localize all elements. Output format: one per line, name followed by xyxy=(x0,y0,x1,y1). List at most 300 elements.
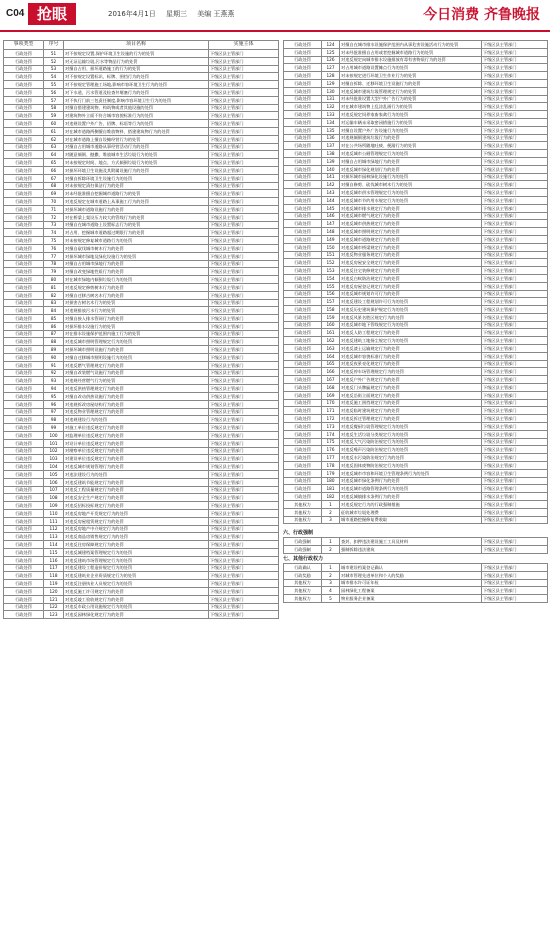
row-index: 136 xyxy=(322,134,340,142)
table-row xyxy=(4,307,279,315)
row-item: 对违反城市供水管理规定行为的处罚 xyxy=(340,189,482,197)
row-type: 行政处罚 xyxy=(284,267,322,275)
table-row xyxy=(284,587,548,595)
row-item: 对损害古树名木行为的处罚 xyxy=(64,299,209,307)
row-body: 下级区县主管部门 xyxy=(209,57,279,65)
row-body: 下级区县主管部门 xyxy=(209,166,279,174)
row-item: 对擅自改变绿地性质行为的处罚 xyxy=(64,268,209,276)
row-index: 130 xyxy=(322,87,340,95)
row-type: 行政处罚 xyxy=(4,385,44,393)
row-body: 下级区县主管部门 xyxy=(482,173,548,181)
row-item: 对违反渣土运输规定行为的处罚 xyxy=(340,345,482,353)
row-item: 对违反建筑业企业资质规定行为的处罚 xyxy=(64,572,209,580)
row-item: 对违反城市桥梁规定行为的处罚 xyxy=(340,243,482,251)
row-body: 下级区县主管部门 xyxy=(482,79,548,87)
row-item: 对损坏环境卫生设施及其附属设施行为的处罚 xyxy=(64,166,209,174)
table-row xyxy=(4,57,279,65)
table-row xyxy=(4,361,279,369)
table-row xyxy=(4,587,279,595)
row-item: 对违反城市供热规定行为的处罚 xyxy=(340,220,482,228)
row-index: 151 xyxy=(322,251,340,259)
row-item: 对损坏排水设施行为的处罚 xyxy=(64,322,209,330)
row-type: 行政强制 xyxy=(284,538,322,546)
row-type: 行政处罚 xyxy=(284,446,322,454)
row-item: 对不按规定设置,保护环境卫生设施的行为的处罚 xyxy=(64,50,209,58)
row-index: 176 xyxy=(322,446,340,454)
row-index: 109 xyxy=(44,502,64,510)
table-row xyxy=(284,251,548,259)
row-body: 下级区县主管部门 xyxy=(482,126,548,134)
row-body: 下级区县主管部门 xyxy=(482,87,548,95)
row-item: 强制拆除违法建筑 xyxy=(340,546,482,554)
table-row xyxy=(284,41,548,49)
row-item: 对违反规定修剪树木行为的处罚 xyxy=(64,283,209,291)
row-index: 53 xyxy=(44,65,64,73)
row-type: 行政处罚 xyxy=(4,338,44,346)
row-item: 对违反住房保障规定行为的处罚 xyxy=(64,541,209,549)
row-index: 141 xyxy=(322,173,340,181)
row-type: 行政处罚 xyxy=(4,96,44,104)
row-index: 139 xyxy=(322,157,340,165)
row-index: 123 xyxy=(44,611,64,619)
row-body: 下级区县主管部门 xyxy=(209,400,279,408)
row-index: 122 xyxy=(44,603,64,611)
right-table-body xyxy=(284,41,548,524)
row-body: 下级区县主管部门 xyxy=(482,516,548,524)
row-type: 行政处罚 xyxy=(4,595,44,603)
row-body: 下级区县主管部门 xyxy=(482,595,548,603)
table-row xyxy=(284,454,548,462)
row-item: 对违反水污染防治规定行为的处罚 xyxy=(340,454,482,462)
row-body: 下级区县主管部门 xyxy=(209,385,279,393)
row-item: 对违反竣工验收规定行为的处罚 xyxy=(64,595,209,603)
row-type: 行政处罚 xyxy=(4,315,44,323)
table-row xyxy=(284,243,548,251)
row-body: 下级区县主管部门 xyxy=(482,579,548,587)
row-body: 下级区县主管部门 xyxy=(482,282,548,290)
row-type: 行政处罚 xyxy=(4,57,44,65)
row-index: 143 xyxy=(322,189,340,197)
row-type: 行政处罚 xyxy=(284,243,322,251)
row-item: 对违反城市道路规定行为的处罚 xyxy=(340,235,482,243)
row-type: 行政处罚 xyxy=(4,354,44,362)
row-type: 行政处罚 xyxy=(4,120,44,128)
table-row xyxy=(284,165,548,173)
row-type: 行政处罚 xyxy=(4,400,44,408)
row-item: 对违反固体废物防治规定行为的处罚 xyxy=(340,462,482,470)
row-item: 对违反建设工程造价规定行为的处罚 xyxy=(64,564,209,572)
row-body: 下级区县主管部门 xyxy=(209,330,279,338)
row-index: 2 xyxy=(322,546,340,554)
row-type: 行政处罚 xyxy=(284,64,322,72)
row-body: 下级区县主管部门 xyxy=(209,174,279,182)
row-index: 90 xyxy=(44,354,64,362)
row-item: 对违反园林绿化规定行为的处罚 xyxy=(64,611,209,619)
row-item: 对擅自修剪、砍伐城市树木行为的处罚 xyxy=(340,181,482,189)
row-index: 180 xyxy=(322,477,340,485)
row-index: 2 xyxy=(322,508,340,516)
row-item: 对违反房屋租赁规定行为的处罚 xyxy=(64,517,209,525)
row-index: 92 xyxy=(44,369,64,377)
table-row xyxy=(4,486,279,494)
col-header-body: 实施主体 xyxy=(209,41,279,50)
row-item: 对违反建筑节能规定行为的处罚 xyxy=(64,478,209,486)
row-type: 行政处罚 xyxy=(4,580,44,588)
table-row xyxy=(284,399,548,407)
row-type: 行政处罚 xyxy=(4,361,44,369)
row-body: 下级区县主管部门 xyxy=(482,196,548,204)
table-row xyxy=(284,384,548,392)
row-index: 64 xyxy=(44,151,64,159)
table-row xyxy=(284,477,548,485)
row-type: 行政处罚 xyxy=(4,237,44,245)
row-index: 57 xyxy=(44,96,64,104)
table-row xyxy=(4,174,279,182)
row-body: 下级区县主管部门 xyxy=(209,393,279,401)
row-body: 下级区县主管部门 xyxy=(482,95,548,103)
table-row xyxy=(284,64,548,72)
row-type: 其他权力 xyxy=(284,501,322,509)
row-index: 145 xyxy=(322,204,340,212)
row-index: 127 xyxy=(322,64,340,72)
row-index: 152 xyxy=(322,259,340,267)
row-body: 下级区县主管部门 xyxy=(209,556,279,564)
row-item: 对违反城市地下管线规定行为的处罚 xyxy=(340,321,482,329)
row-type: 行政处罚 xyxy=(4,260,44,268)
table-row xyxy=(284,345,548,353)
row-item: 对违法建设行为的处罚 xyxy=(64,471,209,479)
row-type: 行政处罚 xyxy=(284,329,322,337)
table-row xyxy=(4,291,279,299)
table-row xyxy=(284,446,548,454)
row-item: 对不执行门前三包责任制度,影响市容环境卫生行为的处罚 xyxy=(64,96,209,104)
row-body: 下级区县主管部门 xyxy=(482,564,548,572)
row-body: 下级区县主管部门 xyxy=(482,118,548,126)
page-header xyxy=(0,0,550,32)
table-row xyxy=(4,166,279,174)
row-item: 对违反规定饲养家畜家禽行为的处罚 xyxy=(340,111,482,119)
row-item: 对违反建筑市场管理规定行为的处罚 xyxy=(64,556,209,564)
row-index: 140 xyxy=(322,165,340,173)
row-item: 对在城市建筑物上乱涂乱画行为的处罚 xyxy=(340,103,482,111)
row-type: 行政处罚 xyxy=(4,213,44,221)
row-index: 182 xyxy=(322,493,340,501)
row-item: 对违反物业服务规定行为的处罚 xyxy=(340,251,482,259)
row-item: 对违反城市建筑垃圾管理规定行为的处罚 xyxy=(340,87,482,95)
row-index: 116 xyxy=(44,556,64,564)
table-row xyxy=(4,268,279,276)
row-item: 对违反规定在城市道路上从事施工行为的处罚 xyxy=(64,198,209,206)
row-item: 对未经批准擅自占用或者挖掘城市道路行为的处罚 xyxy=(340,48,482,56)
row-item: 对违反城市公厕管理规定行为的处罚 xyxy=(340,150,482,158)
row-body: 下级区县主管部门 xyxy=(209,291,279,299)
table-row xyxy=(4,595,279,603)
row-index: 3 xyxy=(322,516,340,524)
row-item: 对违反物业管理规定行为的处罚 xyxy=(64,408,209,416)
table-row xyxy=(284,430,548,438)
row-body: 下级区县主管部门 xyxy=(482,165,548,173)
table-row xyxy=(4,283,279,291)
row-index: 129 xyxy=(322,79,340,87)
row-type: 行政处罚 xyxy=(4,572,44,580)
table-row xyxy=(4,221,279,229)
row-body: 下级区县主管部门 xyxy=(482,267,548,275)
row-type: 行政处罚 xyxy=(4,393,44,401)
table-row xyxy=(284,564,548,572)
row-body: 下级区县主管部门 xyxy=(209,244,279,252)
row-body: 下级区县主管部门 xyxy=(209,572,279,580)
row-item: 对未经批准设置大型户外广告行为的处罚 xyxy=(340,95,482,103)
row-index: 71 xyxy=(44,205,64,213)
row-type: 行政处罚 xyxy=(284,235,322,243)
row-type: 行政处罚 xyxy=(284,313,322,321)
row-index: 87 xyxy=(44,330,64,338)
table-row xyxy=(284,306,548,314)
row-type: 行政处罚 xyxy=(284,345,322,353)
row-item: 对违反燃气管理规定行为的处罚 xyxy=(64,361,209,369)
row-item: 城市道路挖掘修复费收取 xyxy=(340,516,482,524)
table-row xyxy=(4,471,279,479)
table-row xyxy=(4,96,279,104)
row-type: 行政处罚 xyxy=(284,142,322,150)
enforcement-table xyxy=(283,537,548,554)
row-index: 120 xyxy=(44,587,64,595)
row-index: 126 xyxy=(322,56,340,64)
table-row xyxy=(284,391,548,399)
row-item: 对违反房屋安全规定行为的处罚 xyxy=(340,259,482,267)
row-item: 对违反城市照明管理规定行为的处罚 xyxy=(64,338,209,346)
row-index: 174 xyxy=(322,430,340,438)
row-index: 132 xyxy=(322,103,340,111)
row-body: 下级区县主管部门 xyxy=(209,478,279,486)
row-index: 124 xyxy=(322,41,340,49)
row-index: 165 xyxy=(322,360,340,368)
row-body: 下级区县主管部门 xyxy=(209,260,279,268)
row-item: 对违反建设工程规划许可行为的处罚 xyxy=(340,298,482,306)
row-index: 168 xyxy=(322,384,340,392)
row-item: 对违规经营燃气行为的处罚 xyxy=(64,377,209,385)
row-item: 对未按规定修复城市道路行为的处罚 xyxy=(64,237,209,245)
row-body: 下级区县主管部门 xyxy=(209,354,279,362)
row-type: 行政处罚 xyxy=(284,423,322,431)
row-type: 行政处罚 xyxy=(4,502,44,510)
row-index: 144 xyxy=(322,196,340,204)
row-item: 对擅自设置户外广告设施行为的处罚 xyxy=(340,126,482,134)
row-body: 下级区县主管部门 xyxy=(209,221,279,229)
row-type: 行政处罚 xyxy=(284,321,322,329)
row-item: 对勘察单位违反规定行为的处罚 xyxy=(64,447,209,455)
row-type: 行政处罚 xyxy=(284,196,322,204)
row-index: 75 xyxy=(44,237,64,245)
row-body: 下级区县主管部门 xyxy=(209,104,279,112)
row-type: 行政处罚 xyxy=(284,79,322,87)
table-row xyxy=(4,369,279,377)
table-row xyxy=(4,393,279,401)
row-type: 行政处罚 xyxy=(284,337,322,345)
table-row xyxy=(4,385,279,393)
row-type: 行政处罚 xyxy=(284,56,322,64)
row-type: 行政处罚 xyxy=(4,471,44,479)
row-index: 148 xyxy=(322,228,340,236)
row-item: 对占用城市道路设置摊点行为的处罚 xyxy=(340,64,482,72)
row-body: 下级区县主管部门 xyxy=(482,438,548,446)
row-type: 行政处罚 xyxy=(284,454,322,462)
row-index: 169 xyxy=(322,391,340,399)
row-index: 73 xyxy=(44,221,64,229)
newspaper-brand: 今日消费 齐鲁晚报 xyxy=(423,7,540,23)
row-item: 对违规设置户外广告、招牌、标语等行为的处罚 xyxy=(64,120,209,128)
row-item: 对违反停车场管理规定行为的处罚 xyxy=(340,368,482,376)
row-type: 行政处罚 xyxy=(284,282,322,290)
row-item: 对擅自拆除、迁移环境卫生设施行为的处罚 xyxy=(340,79,482,87)
row-index: 65 xyxy=(44,159,64,167)
row-body: 下级区县主管部门 xyxy=(482,72,548,80)
row-type: 行政处罚 xyxy=(284,157,322,165)
row-type: 行政处罚 xyxy=(4,447,44,455)
table-row xyxy=(4,463,279,471)
row-type: 行政处罚 xyxy=(4,174,44,182)
table-row xyxy=(4,525,279,533)
row-body: 下级区县主管部门 xyxy=(482,56,548,64)
row-index: 117 xyxy=(44,564,64,572)
table-row xyxy=(284,126,548,134)
row-item: 对擅自搭建建筑物、构筑物或者其他设施的处罚 xyxy=(64,104,209,112)
row-type: 其他权力 xyxy=(284,587,322,595)
table-row xyxy=(284,571,548,579)
row-item: 对违反沿街立面规定行为的处罚 xyxy=(340,391,482,399)
table-row xyxy=(4,330,279,338)
row-type: 行政处罚 xyxy=(4,143,44,151)
table-row xyxy=(284,150,548,158)
row-item: 对擅自在城市排水设施保护范围内从事危害设施活动行为的处罚 xyxy=(340,41,482,49)
row-item: 对擅自占用城市道路从事经营活动行为的处罚 xyxy=(64,143,209,151)
table-row xyxy=(284,360,548,368)
row-type: 行政处罚 xyxy=(284,72,322,80)
row-body: 下级区县主管部门 xyxy=(482,477,548,485)
row-item: 对建筑物外立面不符合城市容貌标准行为的处罚 xyxy=(64,112,209,120)
row-type: 行政处罚 xyxy=(4,244,44,252)
row-item: 对擅自占用城市绿地行为的处罚 xyxy=(340,157,482,165)
row-index: 82 xyxy=(44,291,64,299)
table-row xyxy=(4,299,279,307)
row-type: 行政处罚 xyxy=(4,268,44,276)
row-index: 107 xyxy=(44,486,64,494)
row-body: 下级区县主管部门 xyxy=(482,508,548,516)
row-type: 其他权力 xyxy=(284,516,322,524)
row-index: 172 xyxy=(322,415,340,423)
page-number: C04 xyxy=(6,8,25,19)
row-type: 行政处罚 xyxy=(4,81,44,89)
table-row xyxy=(284,485,548,493)
table-row xyxy=(284,87,548,95)
row-body: 下级区县主管部门 xyxy=(209,471,279,479)
row-index: 83 xyxy=(44,299,64,307)
row-type: 行政处罚 xyxy=(284,103,322,111)
row-body: 下级区县主管部门 xyxy=(482,501,548,509)
row-index: 59 xyxy=(44,112,64,120)
row-item: 对违反房地产中介规定行为的处罚 xyxy=(64,525,209,533)
table-row xyxy=(4,104,279,112)
table-row xyxy=(4,112,279,120)
row-body: 下级区县主管部门 xyxy=(209,502,279,510)
row-type: 行政处罚 xyxy=(4,377,44,385)
row-body: 下级区县主管部门 xyxy=(209,463,279,471)
row-body: 下级区县主管部门 xyxy=(209,252,279,260)
row-type: 行政奖励 xyxy=(284,571,322,579)
row-item: 对违反白蚁防治规定行为的处罚 xyxy=(340,274,482,282)
row-body: 下级区县主管部门 xyxy=(209,564,279,572)
table-row xyxy=(4,572,279,580)
table-row xyxy=(4,502,279,510)
row-type: 行政处罚 xyxy=(4,291,44,299)
row-body: 下级区县主管部门 xyxy=(209,213,279,221)
row-item: 对建设单位违反规定行为的处罚 xyxy=(64,455,209,463)
row-body: 下级区县主管部门 xyxy=(482,454,548,462)
row-item: 对违反城市绿化规划行为的处罚 xyxy=(340,165,482,173)
row-body: 下级区县主管部门 xyxy=(482,384,548,392)
row-item: 对损坏城市园林绿化设施行为的处罚 xyxy=(340,173,482,181)
row-item: 对在桥梁上架设压力较大的管线行为的处罚 xyxy=(64,213,209,221)
row-index: 131 xyxy=(322,95,340,103)
row-type: 行政处罚 xyxy=(284,150,322,158)
table-row xyxy=(284,134,548,142)
row-index: 60 xyxy=(44,120,64,128)
row-body: 下级区县主管部门 xyxy=(482,360,548,368)
row-item: 对擅自占用、损坏道路施工的行为的处罚 xyxy=(64,65,209,73)
row-type: 行政处罚 xyxy=(284,173,322,181)
row-index: 105 xyxy=(44,471,64,479)
row-type: 行政处罚 xyxy=(4,486,44,494)
row-type: 行政处罚 xyxy=(284,126,322,134)
row-index: 93 xyxy=(44,377,64,385)
row-body: 下级区县主管部门 xyxy=(482,321,548,329)
row-index: 160 xyxy=(322,321,340,329)
row-item: 对随意倾倒、抛撒、堆放城市生活垃圾行为的处罚 xyxy=(64,151,209,159)
row-body: 下级区县主管部门 xyxy=(209,307,279,315)
row-body: 下级区县主管部门 xyxy=(209,237,279,245)
row-index: 1 xyxy=(322,501,340,509)
row-body: 下级区县主管部门 xyxy=(209,198,279,206)
row-body: 下级区县主管部门 xyxy=(209,276,279,284)
row-index: 121 xyxy=(44,595,64,603)
row-body: 下级区县主管部门 xyxy=(482,204,548,212)
row-item: 对违反临时建筑规定行为的处罚 xyxy=(340,407,482,415)
row-index: 103 xyxy=(44,455,64,463)
row-body: 下级区县主管部门 xyxy=(209,369,279,377)
row-index: 118 xyxy=(44,572,64,580)
row-body: 下级区县主管部门 xyxy=(482,423,548,431)
row-item: 对违反房屋登记规定行为的处罚 xyxy=(340,282,482,290)
table-row xyxy=(284,228,548,236)
row-body: 下级区县主管部门 xyxy=(482,306,548,314)
row-item: 对未经批准擅自挖掘城市道路行为的处罚 xyxy=(64,190,209,198)
row-type: 行政处罚 xyxy=(284,376,322,384)
row-body: 下级区县主管部门 xyxy=(482,368,548,376)
row-item: 对未按规定清扫保洁行为的处罚 xyxy=(64,182,209,190)
table-row xyxy=(284,368,548,376)
other-powers-table-body xyxy=(284,564,548,603)
row-body: 下级区县主管部门 xyxy=(209,50,279,58)
table-row xyxy=(284,56,548,64)
row-index: 146 xyxy=(322,212,340,220)
table-row xyxy=(284,290,548,298)
row-type: 行政处罚 xyxy=(4,478,44,486)
table-row xyxy=(4,244,279,252)
row-index: 166 xyxy=(322,368,340,376)
row-body: 下级区县主管部门 xyxy=(209,595,279,603)
row-index: 85 xyxy=(44,315,64,323)
row-body: 下级区县主管部门 xyxy=(482,134,548,142)
